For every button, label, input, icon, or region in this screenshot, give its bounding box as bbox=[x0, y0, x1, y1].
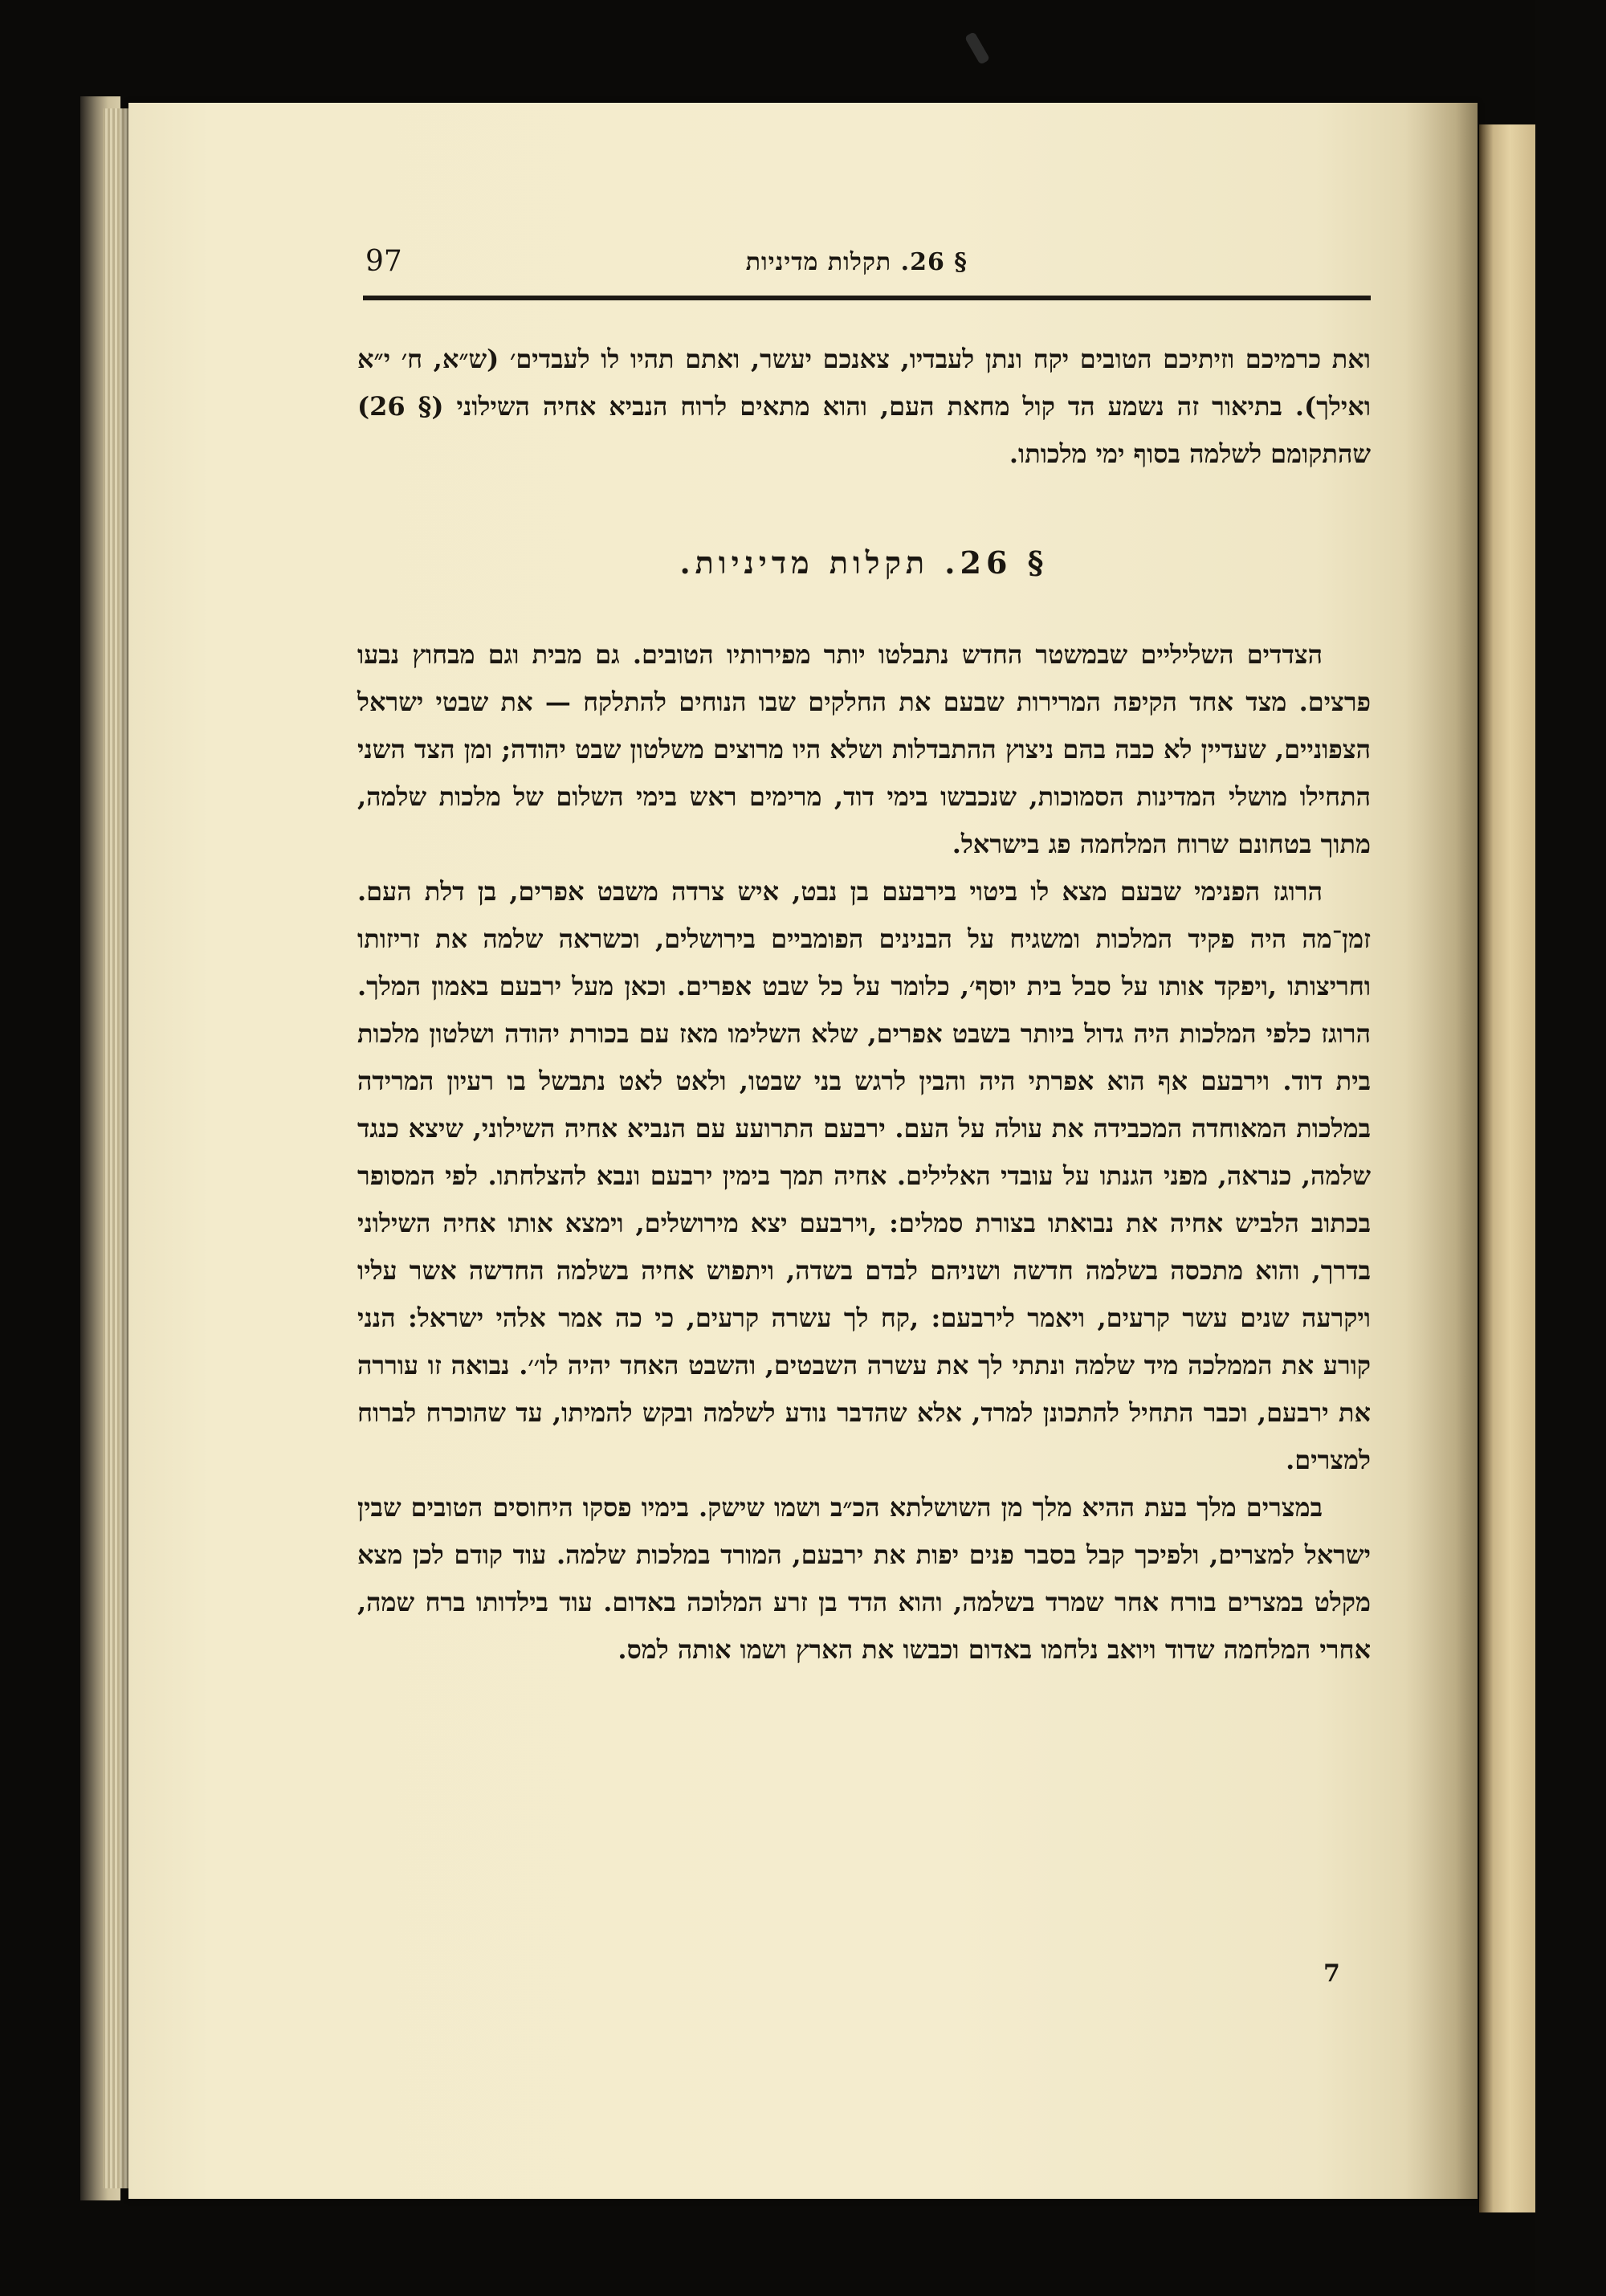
section-title: § 26. תקלות מדיניות. bbox=[679, 544, 1049, 581]
paragraph-3: הרוגז הפנימי שבעם מצא לו ביטוי בירבעם בן נבט, איש צרדה משבט אפרים, בן דלת העם. זמן־מה היה פקיד המלכות ומשגיח על הבנינים הפומביים בירושלים, וכשראה שלמה את זריזותו וחריצותו ,ויפקד אותו על סבל בית יוסף׳, כלומר על כל שבט אפרים. וכאן מעל ירבעם באמון המלך. הרוגז כלפי המלכות היה גדול ביותר בשבט אפרים, שלא השלימו מאז עם בכורת יהודה ושלטון מלכות בית דוד. וירבעם אף הוא אפרתי היה והבין לרגש בני שבטו, ולאט לאט נתבשל בו רעיון המרידה במלכות המאוחדה המכבידה את עולה על העם. ירבעם התרועע עם הנביא אחיה השילוני, שיצא כנגד שלמה, כנראה, מפני הגנתו על עובדי האלילים. אחיה תמך בימין ירבעם ונבא להצלחתו. לפי המסופר בכתוב הלביש אחיה את נבואתו בצורת סמלים: ,וירבעם יצא מירושלים, וימצא אותו אחיה השילוני בדרך, והוא מתכסה בשלמה חדשה ושניהם לבדם בשדה, ויתפוש אחיה בשלמה החדשה אשר עליו ויקרעה שנים עשר קרעים, ויאמר לירבעם: ,קח לך עשרה קרעים, כי כה אמר אלהי ישראל: הנני קורע את הממלכה מיד שלמה ונתתי לך את עשרה השבטים, והשבט האחד יהיה לו׳׳. נבואה זו עוררה את ירבעם, וכבר התחיל להתכונן למרד, אלא שהדבר נודע לשלמה ובקש להמיתו, עד שהוכרח לברוח למצרים. bbox=[357, 876, 1371, 1475]
paragraph-4: במצרים מלך בעת ההיא מלך מן השושלתא הכ״ב ושמו שישק. בימיו פסקו היחוסים הטובים שבין ישראל למצרים, ולפיכך קבל בסבר פנים יפות את ירבעם, המורד במלכות שלמה. עוד קודם לכן מצא מקלט במצרים בורח אחר שמרד בשלמה, והוא הדד בן זרע המלוכה באדום. עוד בילדותו ברח שמה, אחרי המלחמה שדוד ויואב נלחמו באדום וכבשו את הארץ ושמו אותה למס. bbox=[357, 1492, 1372, 1665]
paragraph-1: ואת כרמיכם וזיתיכם הטובים יקח ונתן לעבדיו, צאנכם יעשר, ואתם תהיו לו לעבדים׳ (ש״א, ח׳ י״א ואילך). בתיאור זה נשמע הד קול מחאת העם, והוא מתאים לרוח הנביא אחיה השילוני (§ 26) שהתקומם לשלמה בסוף ימי מלכותו. bbox=[357, 344, 1371, 469]
paragraph-continuation bbox=[357, 336, 1371, 478]
section-body bbox=[357, 631, 1371, 1674]
background-right bbox=[1535, 0, 1606, 2296]
header-rule bbox=[363, 296, 1371, 300]
running-header bbox=[365, 245, 1369, 285]
paragraph-2: הצדדים השליליים שבמשטר החדש נתבלטו יותר מפירותיו הטובים. גם מבית וגם מבחוץ נבעו פרצים. מצד אחד הקיפה המרירות שבעם את החלקים שבו הנוחים להתלקח — את שבטי ישראל הצפוניים, שעדיין לא כבה בהם ניצוץ ההתבדלות ושלא היו מרוצים משלטון שבט יהודה; ומן הצד השני התחילו מושלי המדינות הסמוכות, שנכבשו בימי דוד, מרימים ראש בימי השלום של מלכות שלמה, מתוך בטחונם שרוח המלחמה פג בישראל. bbox=[357, 639, 1372, 859]
facing-page-edge bbox=[1479, 124, 1535, 2212]
gutter-shadow bbox=[1405, 103, 1478, 2199]
lens-smudge bbox=[964, 31, 990, 65]
signature-number: 7 bbox=[1323, 1960, 1340, 1988]
page-number: 97 bbox=[365, 245, 402, 278]
running-title: § 26. תקלות מדיניות bbox=[745, 248, 968, 276]
